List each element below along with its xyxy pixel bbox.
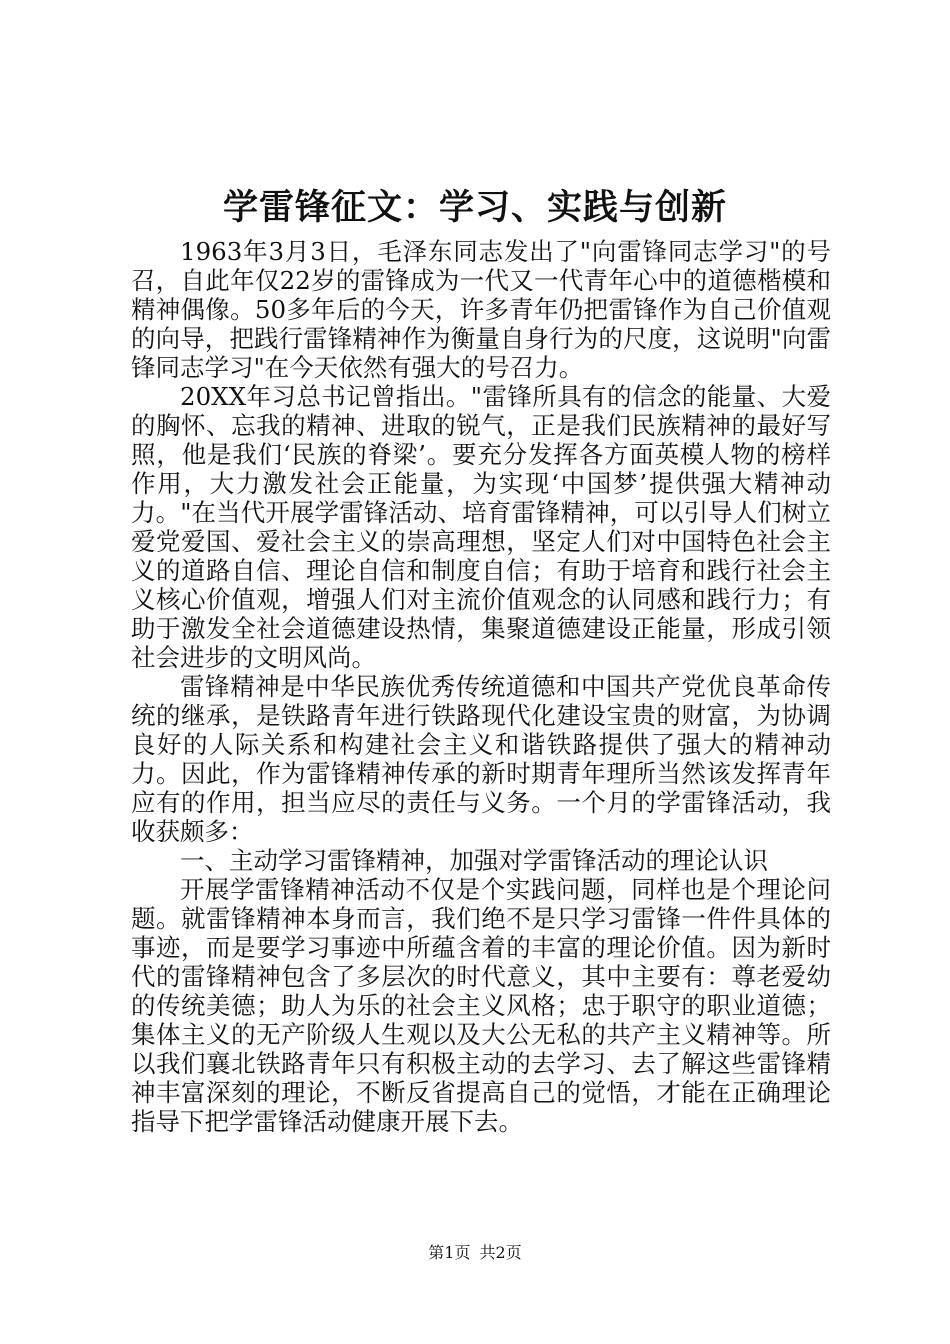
page-footer xyxy=(0,1242,950,1264)
section-heading-1: 一、主动学习雷锋精神，加强对学雷锋活动的理论认识 xyxy=(180,846,768,875)
document-body xyxy=(131,237,831,1136)
paragraph-1: 1963年3月3日，毛泽东同志发出了"向雷锋同志学习"的号召，自此年仅22岁的雷锋成为一代又一代青年心中的道德楷模和精神偶像。50多年后的今天，许多青年仍把雷锋作为自己价值观的向导，把践行雷锋精神作为衡量自身行为的尺度，这说明"向雷锋同志学习"在今天依然有强大的号召力。 xyxy=(131,237,831,382)
paragraph-2: 20XX年习总书记曾指出。"雷锋所具有的信念的能量、大爱的胸怀、忘我的精神、进取的锐气，正是我们民族精神的最好写照，他是我们‘民族的脊梁’。要充分发挥各方面英模人物的榜样作用，大力激发社会正能量，为实现‘中国梦’提供强大精神动力。"在当代开展学雷锋活动、培育雷锋精神，可以引导人们树立爱党爱国、爱社会主义的崇高理想，坚定人们对中国特色社会主义的道路自信、理论自信和制度自信；有助于培育和践行社会主义核心价值观，增强人们对主流价值观念的认同感和践行力；有助于激发全社会道德建设热情，集聚道德建设正能量，形成引领社会进步的文明风尚。 xyxy=(131,382,831,672)
document-title: 学雷锋征文：学习、实践与创新 xyxy=(222,187,727,228)
page-total: 共2页 xyxy=(479,1243,522,1262)
page-number: 第1页 xyxy=(428,1243,471,1262)
paragraph-4: 开展学雷锋精神活动不仅是个实践问题，同样也是个理论问题。就雷锋精神本身而言，我们绝不是只学习雷锋一件件具体的事迹，而是要学习事迹中所蕴含着的丰富的理论价值。因为新时代的雷锋精神包含了多层次的时代意义，其中主要有：尊老爱幼的传统美德；助人为乐的社会主义风格；忠于职守的职业道德；集体主义的无产阶级人生观以及大公无私的共产主义精神等。所以我们襄北铁路青年只有积极主动的去学习、去了解这些雷锋精神丰富深刻的理论，不断反省提高自己的觉悟，才能在正确理论指导下把学雷锋活动健康开展下去。 xyxy=(131,875,831,1136)
paragraph-3: 雷锋精神是中华民族优秀传统道德和中国共产党优良革命传统的继承，是铁路青年进行铁路现代化建设宝贵的财富，为协调良好的人际关系和构建社会主义和谐铁路提供了强大的精神动力。因此，作为雷锋精神传承的新时期青年理所当然该发挥青年应有的作用，担当应尽的责任与义务。一个月的学雷锋活动，我收获颇多： xyxy=(131,672,831,846)
